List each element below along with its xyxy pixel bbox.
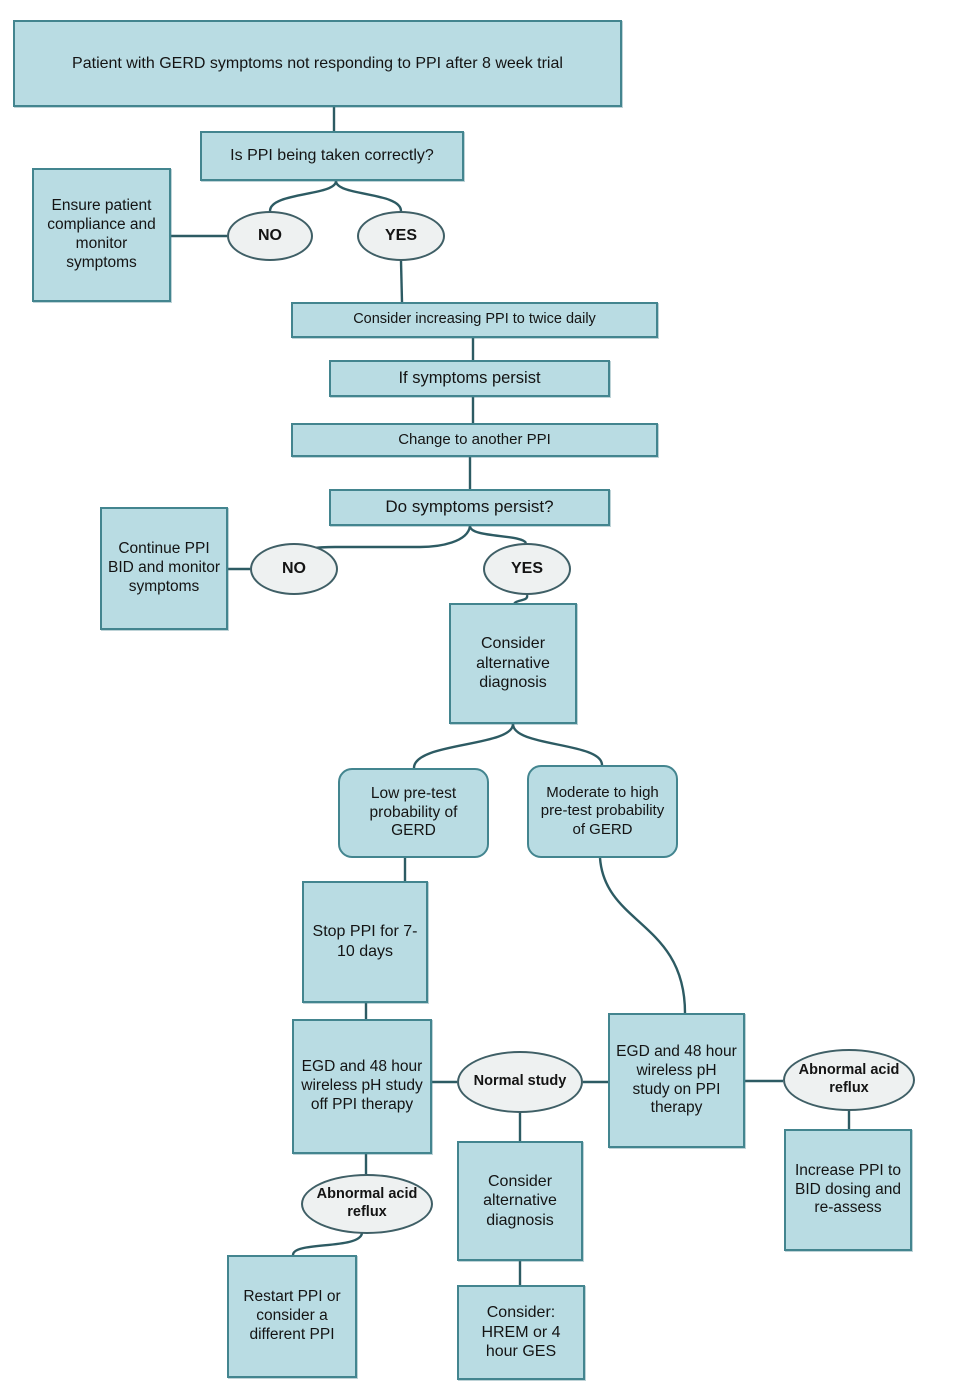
edge-consider-alt-1-to-low-prob bbox=[414, 724, 513, 768]
node-label: Patient with GERD symptoms not responding to PPI after 8 week trial bbox=[72, 54, 563, 72]
node-do-persist bbox=[329, 489, 610, 526]
node-label: NO bbox=[258, 227, 282, 245]
edge-is-ppi-correct-to-no-1 bbox=[270, 181, 336, 211]
node-mod-prob bbox=[527, 765, 678, 858]
node-continue-bid bbox=[100, 507, 228, 630]
node-restart-ppi bbox=[227, 1255, 357, 1378]
node-label: Do symptoms persist? bbox=[385, 497, 554, 517]
node-label: YES bbox=[510, 560, 543, 578]
node-label: Abnormal acid reflux bbox=[798, 1062, 900, 1096]
connector-label-no-1 bbox=[227, 211, 313, 261]
node-if-persist bbox=[329, 360, 610, 397]
node-label: Stop PPI for 7-10 days bbox=[312, 923, 418, 960]
node-label: Restart PPI or consider a different PPI bbox=[243, 1288, 341, 1343]
node-patient-gerd bbox=[13, 20, 622, 107]
edge-abnormal-left-to-restart-ppi bbox=[293, 1233, 362, 1255]
edge-is-ppi-correct-to-yes-1 bbox=[336, 181, 401, 211]
node-label: Is PPI being taken correctly? bbox=[230, 147, 434, 165]
node-ensure-compliance bbox=[32, 168, 171, 302]
edge-do-persist-to-yes-2 bbox=[470, 526, 526, 543]
node-label: Consider increasing PPI to twice daily bbox=[353, 311, 596, 328]
connector-label-abnormal-right bbox=[783, 1049, 915, 1111]
node-label: NO bbox=[282, 560, 306, 578]
node-label: YES bbox=[384, 227, 417, 245]
connector-label-abnormal-left bbox=[301, 1174, 433, 1234]
node-label: Increase PPI to BID dosing and re-assess bbox=[795, 1161, 901, 1217]
node-change-ppi bbox=[291, 423, 658, 457]
connector-label-yes-1 bbox=[357, 211, 445, 261]
connector-label-yes-2 bbox=[483, 543, 571, 595]
node-consider-alt-1 bbox=[449, 603, 577, 724]
node-low-prob bbox=[338, 768, 489, 858]
edge-consider-alt-1-to-mod-prob bbox=[513, 724, 602, 765]
node-stop-ppi bbox=[302, 881, 428, 1003]
connector-label-normal-study bbox=[457, 1051, 583, 1113]
node-label: Abnormal acid reflux bbox=[316, 1186, 418, 1220]
connector-label-no-2 bbox=[250, 543, 338, 595]
node-label: Consider alternative diagnosis bbox=[483, 1172, 557, 1229]
node-label: Low pre-test probability of GERD bbox=[369, 784, 458, 840]
node-label: Change to another PPI bbox=[398, 430, 551, 448]
node-consider-hrem bbox=[457, 1285, 585, 1380]
node-increase-bid bbox=[784, 1129, 912, 1251]
node-is-ppi-correct bbox=[200, 131, 464, 181]
node-label: Ensure patient compliance and monitor symptoms bbox=[47, 197, 156, 271]
node-label: Consider alternative diagnosis bbox=[476, 635, 550, 692]
node-egd-on bbox=[608, 1013, 745, 1148]
node-label: Consider: HREM or 4 hour GES bbox=[481, 1304, 561, 1361]
edge-yes-1-to-consider-increase bbox=[401, 261, 402, 302]
node-label: Continue PPI BID and monitor symptoms bbox=[108, 540, 220, 595]
node-label: Moderate to high pre-test probability of GERD bbox=[540, 784, 665, 838]
node-label: If symptoms persist bbox=[398, 369, 541, 388]
edge-mod-prob-to-egd-on bbox=[600, 858, 685, 1013]
node-consider-alt-2 bbox=[457, 1141, 583, 1261]
node-label: EGD and 48 hour wireless pH study on PPI therapy bbox=[616, 1042, 737, 1117]
node-label: EGD and 48 hour wireless pH study off PPI therapy bbox=[301, 1058, 423, 1113]
node-egd-off bbox=[292, 1019, 432, 1154]
node-consider-increase bbox=[291, 302, 658, 338]
node-label: Normal study bbox=[473, 1073, 567, 1090]
